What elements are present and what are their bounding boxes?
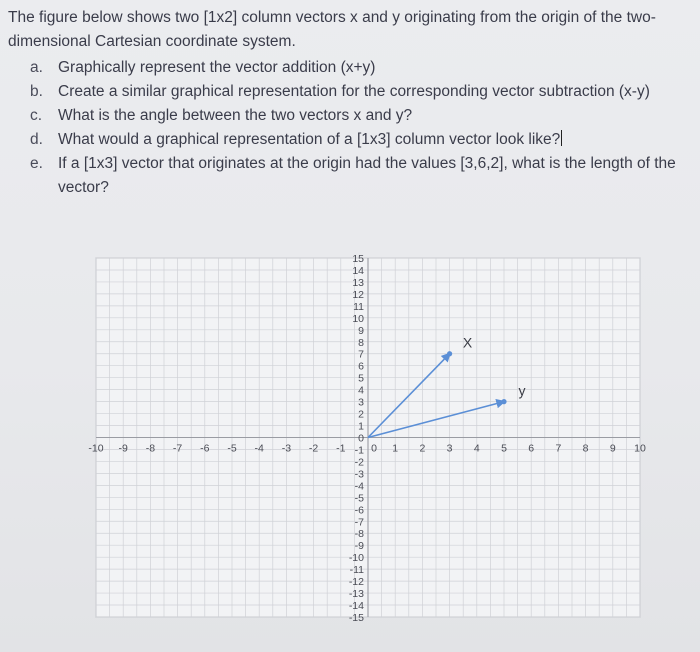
x-tick-label: -7 bbox=[172, 442, 183, 455]
x-tick-label: -8 bbox=[145, 442, 156, 455]
y-tick-label: 9 bbox=[358, 324, 364, 337]
question-text: What is the angle between the two vectors x and y? bbox=[58, 107, 413, 124]
question-item-c bbox=[30, 104, 690, 128]
y-tick-label: 2 bbox=[358, 408, 364, 421]
y-tick-label: 14 bbox=[352, 264, 364, 277]
y-tick-label: 5 bbox=[358, 372, 364, 385]
question-text: Graphically represent the vector addition (x+y) bbox=[58, 59, 376, 76]
y-tick-label: -10 bbox=[348, 552, 364, 565]
question-marker: b. bbox=[30, 83, 43, 100]
x-tick-label: 9 bbox=[609, 442, 616, 455]
y-tick-label: -11 bbox=[349, 564, 364, 577]
y-tick-label: -2 bbox=[354, 456, 364, 469]
question-marker: d. bbox=[30, 131, 43, 148]
question-text: If a [1x3] vector that originates at the origin had the values [3,6,2], what is the length of the vector? bbox=[58, 155, 676, 196]
y-tick-label: 13 bbox=[352, 276, 364, 289]
y-tick-label: 8 bbox=[358, 336, 364, 349]
y-tick-label: 10 bbox=[352, 312, 364, 325]
question-item-b bbox=[30, 80, 690, 104]
y-tick-label: 4 bbox=[358, 384, 364, 397]
question-text: Create a similar graphical representation for the corresponding vector subtraction (x-y) bbox=[58, 83, 650, 100]
x-tick-label: 0 bbox=[371, 442, 377, 455]
x-tick-label: -9 bbox=[118, 442, 128, 455]
x-tick-label: 7 bbox=[555, 442, 562, 455]
question-item-d bbox=[30, 128, 690, 152]
x-tick-label: -2 bbox=[308, 442, 319, 455]
coordinate-plane-svg bbox=[88, 253, 646, 624]
y-tick-label: 0 bbox=[358, 432, 364, 445]
y-tick-label: -4 bbox=[354, 480, 364, 493]
y-tick-label: -12 bbox=[348, 576, 364, 589]
y-tick-label: -14 bbox=[348, 600, 364, 613]
y-tick-label: 11 bbox=[353, 300, 364, 313]
x-tick-label: -5 bbox=[227, 442, 237, 455]
coordinate-figure bbox=[88, 253, 646, 624]
y-tick-label: 7 bbox=[358, 348, 364, 361]
y-tick-label: -9 bbox=[354, 540, 364, 553]
x-tick-label: 10 bbox=[634, 442, 646, 455]
x-tick-label: -3 bbox=[281, 442, 292, 455]
question-text bbox=[58, 128, 690, 152]
x-tick-label: -4 bbox=[254, 442, 264, 455]
y-tick-label: 15 bbox=[352, 253, 364, 265]
vector-y-label: y bbox=[518, 382, 526, 399]
x-tick-label: 8 bbox=[582, 442, 589, 455]
question-text-content: What would a graphical representation of a [1x3] column vector look like? bbox=[58, 131, 561, 148]
y-tick-label: -7 bbox=[354, 516, 364, 529]
x-tick-label: 5 bbox=[501, 442, 507, 455]
x-tick-label: 2 bbox=[419, 442, 426, 455]
vector-x-tip bbox=[447, 351, 452, 356]
y-tick-label: -3 bbox=[354, 468, 364, 481]
y-tick-label: -8 bbox=[354, 528, 364, 541]
question-marker: c. bbox=[30, 107, 43, 124]
y-tick-label: 1 bbox=[358, 420, 364, 433]
x-tick-label: 3 bbox=[446, 442, 453, 455]
y-tick-label: -5 bbox=[354, 492, 364, 505]
vector-x-label: X bbox=[462, 334, 473, 351]
y-tick-label: 12 bbox=[352, 288, 364, 301]
x-tick-label: -6 bbox=[200, 442, 210, 455]
x-tick-label: 4 bbox=[473, 442, 480, 455]
y-tick-label: 6 bbox=[358, 360, 364, 373]
question-item-a bbox=[30, 56, 690, 80]
y-tick-label: -1 bbox=[354, 444, 364, 457]
question-list bbox=[30, 56, 690, 200]
question-marker: e. bbox=[30, 155, 43, 172]
x-tick-label: 1 bbox=[392, 442, 399, 455]
text-cursor bbox=[561, 130, 562, 146]
vector-y-tip bbox=[501, 399, 506, 404]
y-tick-label: -13 bbox=[348, 588, 364, 601]
x-tick-label: 6 bbox=[528, 442, 535, 455]
y-tick-label: -15 bbox=[348, 612, 364, 624]
x-tick-label: -10 bbox=[88, 442, 104, 455]
question-marker: a. bbox=[30, 59, 43, 76]
question-item-e bbox=[30, 152, 690, 200]
y-tick-label: -6 bbox=[354, 504, 364, 517]
x-tick-label: -1 bbox=[336, 442, 346, 455]
intro-paragraph: The figure below shows two [1x2] column vectors x and y originating from the origin of the two-dimensional Cartesian coordinate system. bbox=[8, 9, 656, 50]
y-tick-label: 3 bbox=[358, 396, 364, 409]
